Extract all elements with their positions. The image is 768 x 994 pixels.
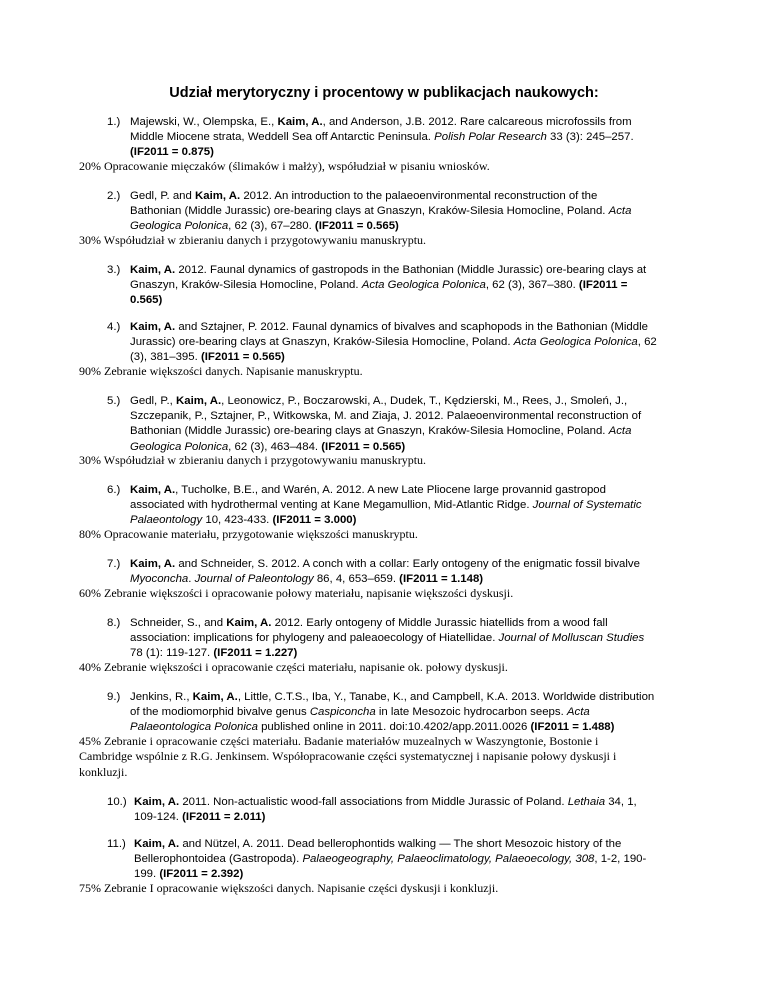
citation-line: Kaim, A. 2012. Faunal dynamics of gastropods in the Bathonian (Middle Jurassic) ore-bearing clays at xyxy=(130,264,647,276)
publication-entry xyxy=(107,837,687,883)
citation-line: Palaeontologica Polonica published online in 2011. doi:10.4202/app.2011.0026 (IF2011 = 1.488) xyxy=(130,721,615,734)
citation-line: Gedl, P., Kaim, A., Leonowicz, P., Boczarowski, A., Dudek, T., Kędzierski, M., Rees, J., Smoleń, J., xyxy=(130,395,628,407)
publication-entry xyxy=(107,483,687,529)
citation-line: Kaim, A. and Schneider, S. 2012. A conch with a collar: Early ontogeny of the enigmatic fossil bivalve xyxy=(130,558,640,570)
contribution-note: 30% Współudział w zbieraniu danych i przygotowywaniu manuskryptu. xyxy=(79,453,427,467)
contribution-note: 30% Współudział w zbieraniu danych i przygotowywaniu manuskryptu. xyxy=(79,233,427,247)
citation-line: 109-124. (IF2011 = 2.011) xyxy=(134,811,266,824)
contribution-note: 60% Zebranie większości i opracowanie połowy materiału, napisanie większości dyskusji. xyxy=(79,586,514,600)
citation-line: Geologica Polonica, 62 (3), 463–484. (IF2011 = 0.565) xyxy=(130,440,406,453)
publication-entry xyxy=(107,115,687,161)
publication-entry xyxy=(107,616,687,662)
citation-line: Kaim, A. and Sztajner, P. 2012. Faunal dynamics of bivalves and scaphopods in the Bathonian (Middle xyxy=(130,321,648,333)
publication-entry xyxy=(107,795,687,825)
citation-line: of the modiomorphid bivalve genus Caspiconcha in late Mesozoic hydrocarbon seeps. Acta xyxy=(130,706,590,719)
citation-line: Schneider, S., and Kaim, A. 2012. Early ontogeny of Middle Jurassic hiatellids from a wood fall xyxy=(130,617,608,629)
citation-line: Geologica Polonica, 62 (3), 67–280. (IF2011 = 0.565) xyxy=(130,220,399,233)
citation-line: Palaeontology 10, 423-433. (IF2011 = 3.000) xyxy=(130,514,357,527)
citation-line: Middle Miocene strata, Weddell Sea off Antarctic Peninsula. Polish Polar Research 33 (3): 245–257. xyxy=(130,131,634,144)
contribution-note: 40% Zebranie większości i opracowanie części materiału, napisanie ok. połowy dyskusji. xyxy=(79,660,508,674)
citation-line: Majewski, W., Olempska, E., Kaim, A., and Anderson, J.B. 2012. Rare calcareous microfossils from xyxy=(130,116,632,128)
citation-line: associated with hydrothermal venting at Kane Megamullion, Mid-Atlantic Ridge. Journal of Systematic xyxy=(130,499,642,512)
entry-number: 11.) xyxy=(107,838,126,850)
citation-line: Kaim, A., Tucholke, B.E., and Warén, A. 2012. A new Late Pliocene large provannid gastropod xyxy=(130,484,606,496)
citation-line: Bellerophontoidea (Gastropoda). Palaeogeography, Palaeoclimatology, Palaeoecology, 308, 1-2, 190- xyxy=(134,853,647,866)
contribution-note: 90% Zebranie większości danych. Napisanie manuskryptu. xyxy=(79,364,363,378)
entry-number: 9.) xyxy=(107,691,121,703)
entry-number: 10.) xyxy=(107,796,127,808)
publication-entry xyxy=(107,189,687,235)
entry-number: 6.) xyxy=(107,484,121,496)
citation-line: association: implications for phylogeny and paleaoecology of Hiatellidae. Journal of Molluscan Studies xyxy=(130,632,645,645)
page-title: Udział merytoryczny i procentowy w publikacjach naukowych: xyxy=(169,85,599,101)
citation-line: Kaim, A. and Nützel, A. 2011. Dead bellerophontids walking — The short Mesozoic history of the xyxy=(134,838,622,850)
publication-entry xyxy=(107,690,687,736)
citation-line: Bathonian (Middle Jurassic) ore-bearing clays at Gnaszyn, Kraków-Silesia Homocline, Poland. Acta xyxy=(130,425,632,438)
entry-number: 4.) xyxy=(107,321,121,333)
entry-number: 7.) xyxy=(107,558,121,570)
citation-line: Gedl, P. and Kaim, A. 2012. An introduction to the palaeoenvironmental reconstruction of the xyxy=(130,190,598,202)
entry-number: 5.) xyxy=(107,395,121,407)
publication-entry xyxy=(107,557,687,587)
publication-entry xyxy=(107,320,687,366)
publication-entry xyxy=(107,263,687,309)
entry-number: 8.) xyxy=(107,617,121,629)
citation-line: Kaim, A. 2011. Non-actualistic wood-fall associations from Middle Jurassic of Poland. Lethaia 34, 1, xyxy=(134,796,637,808)
entry-number: 3.) xyxy=(107,264,121,276)
contribution-note: 20% Opracowanie mięczaków (ślimaków i małży), współudział w pisaniu wniosków. xyxy=(79,159,490,173)
citation-line: 0.565) xyxy=(130,294,163,307)
citation-line: (3), 381–395. (IF2011 = 0.565) xyxy=(130,351,285,364)
contribution-note: 75% Zebranie I opracowanie większości danych. Napisanie części dyskusji i konkluzji. xyxy=(79,881,499,895)
citation-line: 78 (1): 119-127. (IF2011 = 1.227) xyxy=(130,647,298,660)
citation-line: Myoconcha. Journal of Paleontology 86, 4, 653–659. (IF2011 = 1.148) xyxy=(130,573,484,586)
publication-entry xyxy=(107,394,687,455)
entry-number: 1.) xyxy=(107,116,121,128)
citation-line: Bathonian (Middle Jurassic) ore-bearing clays at Gnaszyn, Kraków-Silesia Homocline, Poland. Acta xyxy=(130,205,632,218)
citation-line: (IF2011 = 0.875) xyxy=(130,146,214,159)
citation-line: 199. (IF2011 = 2.392) xyxy=(134,868,244,881)
citation-line: Jenkins, R., Kaim, A., Little, C.T.S., Iba, Y., Tanabe, K., and Campbell, K.A. 2013. Worldwide distribution xyxy=(130,691,655,703)
contribution-note: 45% Zebranie i opracowanie części materiału. Badanie materiałów muzealnych w Waszyngtonie, Bostonie i Cambridge wspólnie z R.G. Jenkinsem. Współopracowanie części systematycznej i napisanie połowy dyskusji i konkluzji. xyxy=(79,734,617,779)
citation-line: Gnaszyn, Kraków-Silesia Homocline, Poland. Acta Geologica Polonica, 62 (3), 367–380. (IF2011 = xyxy=(130,279,628,292)
citation-line: Szczepanik, P., Sztajner, P., Witkowska, M. and Ziaja, J. 2012. Palaeoenvironmental reconstruction of xyxy=(130,410,642,423)
contribution-note: 80% Opracowanie materiału, przygotowanie większości manuskryptu. xyxy=(79,527,418,541)
entry-number: 2.) xyxy=(107,190,121,202)
citation-line: Jurassic) ore-bearing clays at Gnaszyn, Kraków-Silesia Homocline, Poland. Acta Geologica Polonica, 62 xyxy=(130,336,657,349)
